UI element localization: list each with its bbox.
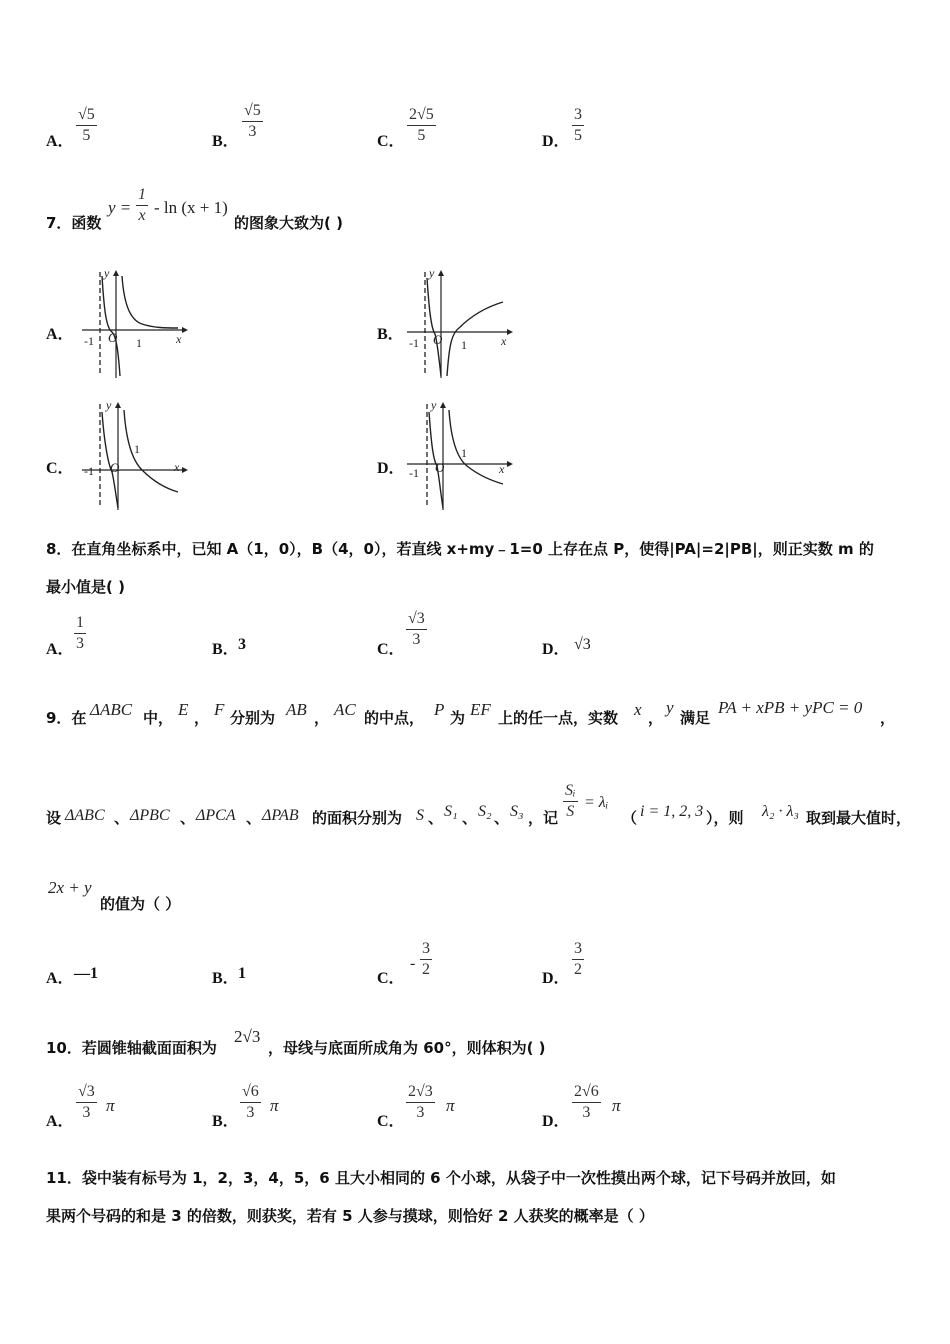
q9-l2-text: 、 bbox=[246, 809, 262, 827]
q6-option-d-label: D． bbox=[542, 133, 570, 150]
q7-formula-left: y = bbox=[108, 198, 132, 217]
q8-stem-line1: 8．在直角坐标系中，已知 A（1，0），B（4，0），若直线 x+my﹣1=0 上存在点 P，使得|PA|=2|PB|，则正实数 m 的 bbox=[46, 540, 874, 558]
q7-graph-a bbox=[78, 268, 190, 380]
q7-graph-b bbox=[403, 268, 515, 380]
q10-suffix: ，母线与底面所成角为 60°，则体积为( ) bbox=[268, 1039, 546, 1057]
q9-l1-text: ， bbox=[880, 709, 896, 727]
q9-l2-math: ΔPCA bbox=[196, 807, 236, 824]
q7-option-d-label: D． bbox=[377, 460, 405, 477]
q9-option-a-value: —1 bbox=[74, 965, 98, 982]
q10-option-d-pi: π bbox=[612, 1096, 621, 1115]
q10-option-a-value: √3 3 bbox=[78, 1083, 95, 1121]
q7-graph-b-tick-1: 1 bbox=[461, 338, 467, 352]
q9-l1-math: x bbox=[634, 700, 642, 719]
q7-graph-b-x-label: x bbox=[501, 334, 507, 348]
q7-graph-c-tick-neg1: -1 bbox=[84, 464, 94, 478]
q8-option-b-label: B． bbox=[212, 641, 239, 658]
q9-l2-text: （ bbox=[622, 809, 638, 827]
q9-l1-math: P bbox=[434, 700, 445, 719]
q9-l2-text: 、 bbox=[494, 809, 510, 827]
q9-l2-text: 设 bbox=[46, 809, 62, 827]
q9-l1-text: 满足 bbox=[680, 709, 711, 727]
q9-l2-math: ΔPBC bbox=[130, 807, 170, 824]
q7-graph-c-origin: O bbox=[110, 460, 120, 475]
q7-graph-b-tick-neg1: -1 bbox=[409, 336, 419, 350]
q7-graph-d-origin: O bbox=[435, 460, 445, 475]
q8-option-c-value: √3 3 bbox=[408, 610, 425, 648]
q7-graph-d-y-label: y bbox=[431, 398, 437, 412]
q7-graph-a-tick-1: 1 bbox=[136, 336, 142, 350]
q9-option-d-value: 3 2 bbox=[574, 940, 582, 978]
q11-stem-line2: 果两个号码的和是 3 的倍数，则获奖，若有 5 人参与摸球，则恰好 2 人获奖的概率是（ ） bbox=[46, 1207, 654, 1225]
q6-option-d-value: 3 5 bbox=[574, 106, 582, 144]
q6-option-c-label: C． bbox=[377, 133, 405, 150]
q9-option-c-sign: - bbox=[410, 955, 416, 972]
q9-l1-text: 分别为 bbox=[230, 709, 276, 727]
q11-stem-line1: 11．袋中装有标号为 1，2，3，4，5，6 且大小相同的 6 个小球，从袋子中一次性摸出两个球，记下号码并放回，如 bbox=[46, 1169, 836, 1187]
q9-l2-text: 、 bbox=[114, 809, 130, 827]
q10-option-d-value: 2√6 3 bbox=[574, 1083, 599, 1121]
q7-graph-c-tick-1: 1 bbox=[134, 442, 140, 456]
q7-option-b-label: B． bbox=[377, 326, 404, 343]
q9-l1-text: 9．在 bbox=[46, 709, 87, 727]
q9-l2-text: 、 bbox=[462, 809, 478, 827]
q9-l2-math: λ₂ · λ₃ bbox=[762, 803, 799, 820]
q7-graph-a-y-label: y bbox=[104, 266, 110, 280]
q10-option-b-pi: π bbox=[270, 1096, 279, 1115]
q9-l1-text: 中， bbox=[143, 709, 174, 727]
q9-option-c-value: 3 2 bbox=[422, 940, 430, 978]
q6-option-b-value: √5 3 bbox=[244, 102, 261, 140]
q9-l1-math: AB bbox=[286, 700, 307, 719]
q6-option-a-value: √5 5 bbox=[78, 106, 95, 144]
q7-graph-b-y-label: y bbox=[429, 266, 435, 280]
q9-l2-math: ΔPAB bbox=[262, 807, 299, 824]
q7-option-c-label: C． bbox=[46, 460, 74, 477]
q7-graph-d-x-label: x bbox=[499, 462, 505, 476]
q9-l2-text: ），则 bbox=[706, 809, 744, 827]
q9-l1-text: ， bbox=[194, 709, 210, 727]
q9-l2-text: 、 bbox=[180, 809, 196, 827]
q9-l2-text: 取到最大值时， bbox=[806, 809, 912, 827]
q9-l2-text: 、 bbox=[428, 809, 444, 827]
q7-graph-d bbox=[403, 400, 515, 512]
q9-option-b-label: B． bbox=[212, 970, 239, 987]
q9-l1-vector-equation: PA + xPB + yPC = 0 bbox=[718, 698, 863, 717]
q9-l1-math: F bbox=[214, 700, 225, 719]
q9-l1-math: AC bbox=[334, 700, 356, 719]
q7-graph-c-y-label: y bbox=[106, 398, 112, 412]
q9-ratio-fraction: Sᵢ S bbox=[565, 782, 576, 820]
q10-option-a-label: A． bbox=[46, 1113, 74, 1130]
q9-l1-text: 为 bbox=[450, 709, 466, 727]
q7-graph-c bbox=[78, 400, 190, 512]
q9-option-c-label: C． bbox=[377, 970, 405, 987]
q9-l3-text: 的值为（ ） bbox=[100, 895, 181, 913]
q7-graph-d-tick-1: 1 bbox=[461, 446, 467, 460]
q9-l2-math: i = 1, 2, 3 bbox=[640, 803, 704, 820]
q9-option-a-label: A． bbox=[46, 970, 74, 987]
q10-prefix: 10．若圆锥轴截面面积为 bbox=[46, 1039, 217, 1057]
q8-option-d-label: D． bbox=[542, 641, 570, 658]
q8-option-b-value: 3 bbox=[238, 636, 246, 653]
q9-option-d-label: D． bbox=[542, 970, 570, 987]
q7-formula-fraction: 1 x bbox=[138, 186, 146, 224]
q9-option-b-value: 1 bbox=[238, 965, 246, 982]
q10-option-c-label: C． bbox=[377, 1113, 405, 1130]
q10-option-a-pi: π bbox=[106, 1096, 115, 1115]
q6-option-a-label: A． bbox=[46, 133, 74, 150]
q9-l3-formula: 2x + y bbox=[48, 878, 92, 897]
q7-graph-d-tick-neg1: -1 bbox=[409, 466, 419, 480]
q8-option-a-label: A． bbox=[46, 641, 74, 658]
q9-ratio-rhs: = λᵢ bbox=[584, 794, 609, 811]
q9-l1-math: EF bbox=[470, 700, 491, 719]
q10-option-b-value: √6 3 bbox=[242, 1083, 259, 1121]
q10-option-d-label: D． bbox=[542, 1113, 570, 1130]
q9-l2-math: S₃ bbox=[510, 803, 524, 820]
q8-option-d-value: √3 bbox=[574, 636, 591, 653]
q7-graph-c-x-label: x bbox=[174, 460, 180, 474]
q9-l2-math: S bbox=[416, 807, 424, 824]
q10-formula: 2√3 bbox=[234, 1027, 261, 1046]
q8-option-a-value: 1 3 bbox=[76, 614, 84, 652]
q9-l1-math: ΔABC bbox=[90, 700, 133, 719]
q9-l2-math: ΔABC bbox=[65, 807, 105, 824]
q6-option-b-label: B． bbox=[212, 133, 239, 150]
q9-l1-text: 上的任一点，实数 bbox=[498, 709, 619, 727]
q9-l2-text: ，记 bbox=[528, 809, 559, 827]
q7-suffix: 的图象大致为( ) bbox=[234, 214, 343, 232]
q8-stem-line2: 最小值是( ) bbox=[46, 578, 125, 596]
q10-option-c-pi: π bbox=[446, 1096, 455, 1115]
q9-l1-math: E bbox=[178, 700, 189, 719]
q7-formula-right: - ln (x + 1) bbox=[154, 198, 228, 217]
q9-l2-math: S₁ bbox=[444, 803, 458, 820]
q7-graph-a-tick-neg1: -1 bbox=[84, 334, 94, 348]
q7-prefix: 7．函数 bbox=[46, 214, 102, 232]
q9-l1-text: ， bbox=[648, 709, 664, 727]
q10-option-b-label: B． bbox=[212, 1113, 239, 1130]
q10-option-c-value: 2√3 3 bbox=[408, 1083, 433, 1121]
q9-l2-math: S₂ bbox=[478, 803, 492, 820]
q8-option-c-label: C． bbox=[377, 641, 405, 658]
q9-l1-text: ， bbox=[314, 709, 330, 727]
q7-option-a-label: A． bbox=[46, 326, 74, 343]
q7-graph-a-x-label: x bbox=[176, 332, 182, 346]
q7-graph-b-origin: O bbox=[433, 332, 443, 347]
q6-option-c-value: 2√5 5 bbox=[409, 106, 434, 144]
q7-graph-a-origin: O bbox=[108, 330, 118, 345]
q9-l1-math: y bbox=[666, 698, 674, 717]
q9-l1-text: 的中点， bbox=[364, 709, 425, 727]
q9-l2-text: 的面积分别为 bbox=[312, 809, 403, 827]
